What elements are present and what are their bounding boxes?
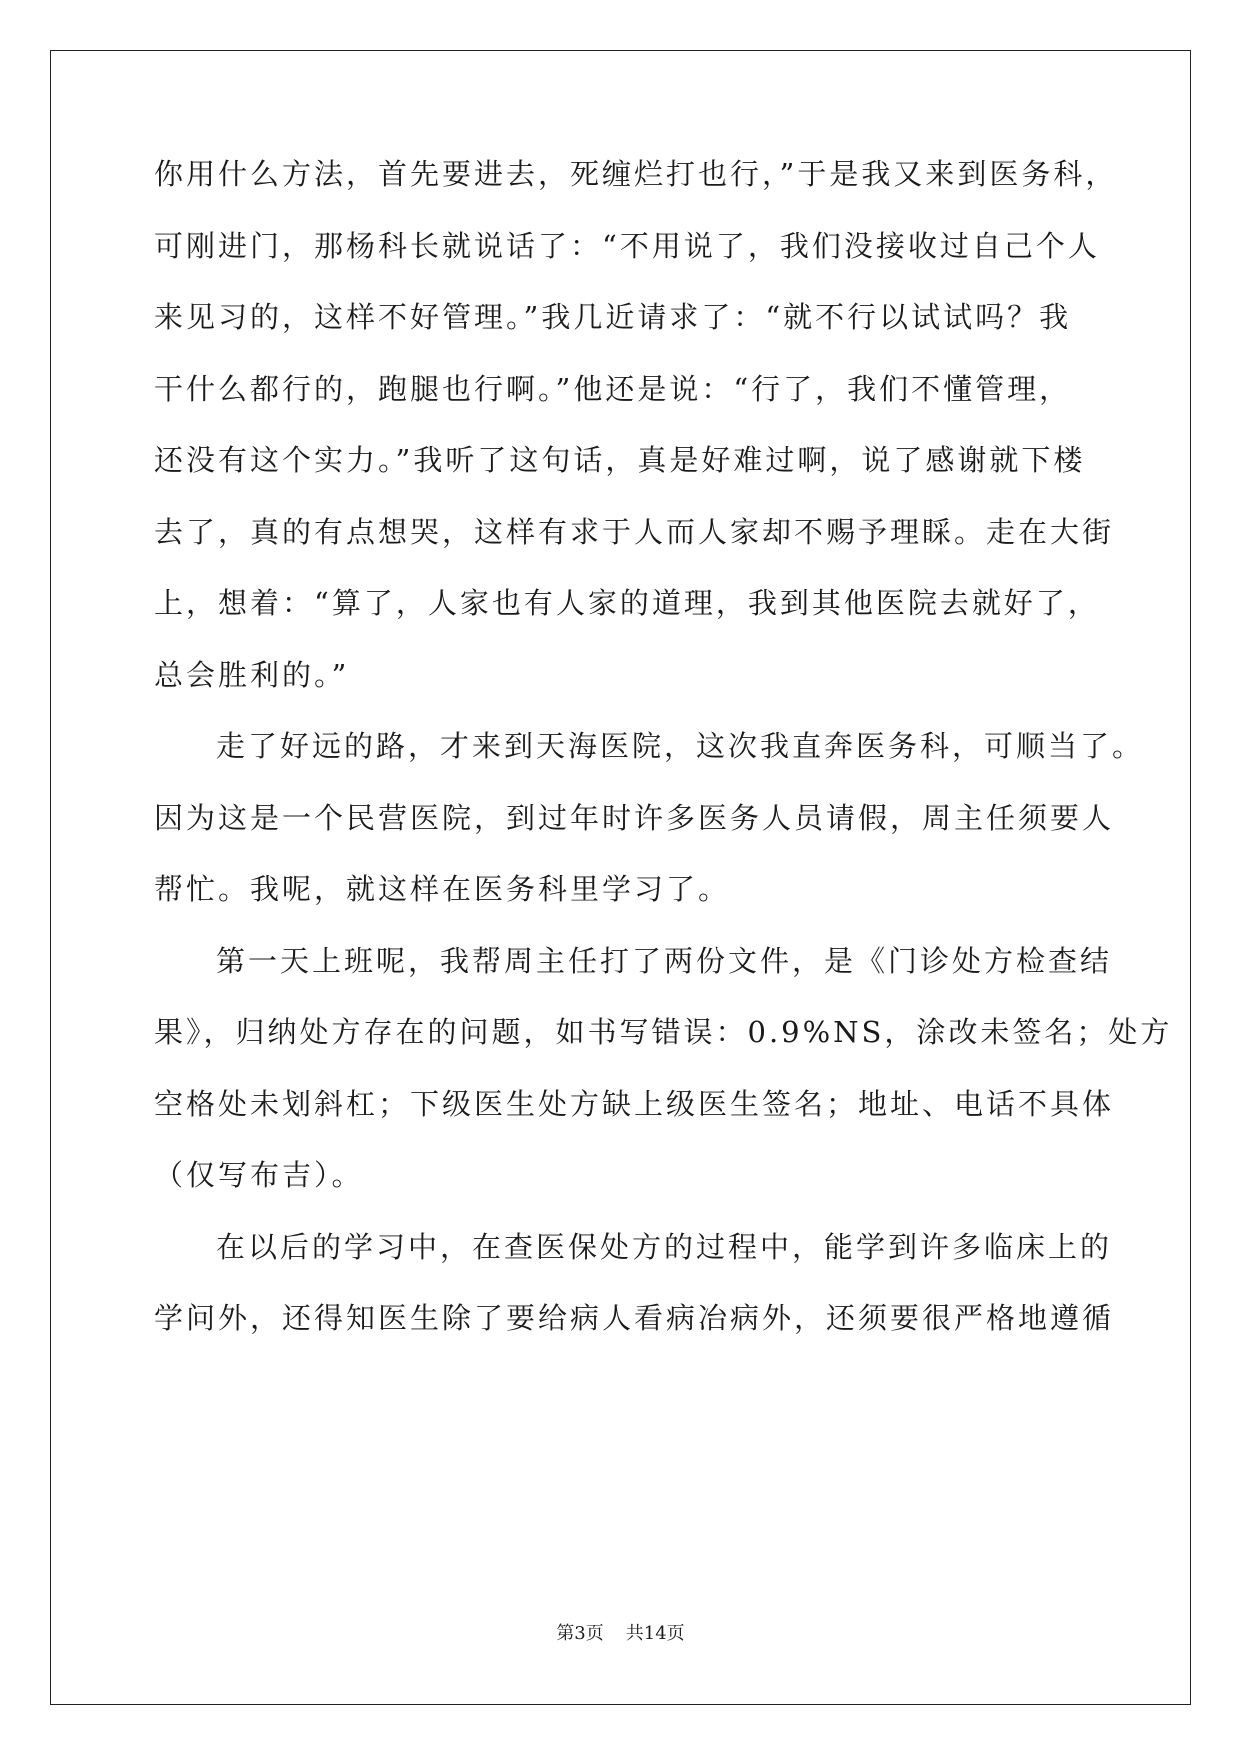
text-line: 走了好远的路，才来到天海医院，这次我直奔医务科，可顺当了。 — [216, 729, 1145, 763]
text-line: 学问外，还得知医生除了要给病人看病冶病外，还须要很严格地遵循 — [154, 1301, 1115, 1335]
page-frame — [50, 50, 1191, 1705]
text-line: 因为这是一个民营医院，到过年时许多医务人员请假，周主任须要人 — [154, 800, 1115, 835]
text-line: 帮忙。我呢，就这样在医务科里学习了。 — [154, 872, 731, 906]
text-line: 第一天上班呢，我帮周主任打了两份文件，是《门诊处方检查结 — [216, 943, 1113, 978]
text-line: 果》，归纳处方存在的问题，如书写错误：0.9%NS，涂改未签名；处方 — [154, 1015, 1173, 1049]
text-line: 空格处未划斜杠；下级医生处方缺上级医生签名；地址、电话不具体 — [154, 1086, 1115, 1121]
text-line: 上，想着：“算了，人家也有人家的道理，我到其他医院去就好了， — [154, 586, 1100, 620]
page-total: 共14页 — [625, 1623, 685, 1644]
text-line: 来见习的，这样不好管理。”我几近请求了：“就不行以试试吗？我 — [154, 300, 1072, 334]
text-line: 你用什么方法，首先要进去，死缠烂打也行，”于是我又来到医务科， — [154, 157, 1118, 191]
text-line: （仅写布吉）。 — [154, 1158, 364, 1192]
page-footer — [51, 1619, 1190, 1645]
text-line: 还没有这个实力。”我听了这句话，真是好难过啊，说了感谢就下楼 — [154, 443, 1086, 477]
text-line: 可刚进门，那杨科长就说话了：“不用说了，我们没接收过自己个人 — [154, 228, 1100, 263]
text-line: 在以后的学习中，在查医保处方的过程中，能学到许多临床上的 — [216, 1229, 1113, 1264]
text-line: 干什么都行的，跑腿也行啊。”他还是说：“行了，我们不懂管理， — [154, 371, 1072, 406]
text-line: 总会胜利的。” — [154, 657, 350, 692]
text-line: 去了，真的有点想哭，这样有求于人而人家却不赐予理睬。走在大街 — [154, 514, 1115, 549]
page-number: 第3页 — [556, 1623, 604, 1644]
document-body — [51, 51, 1190, 1704]
